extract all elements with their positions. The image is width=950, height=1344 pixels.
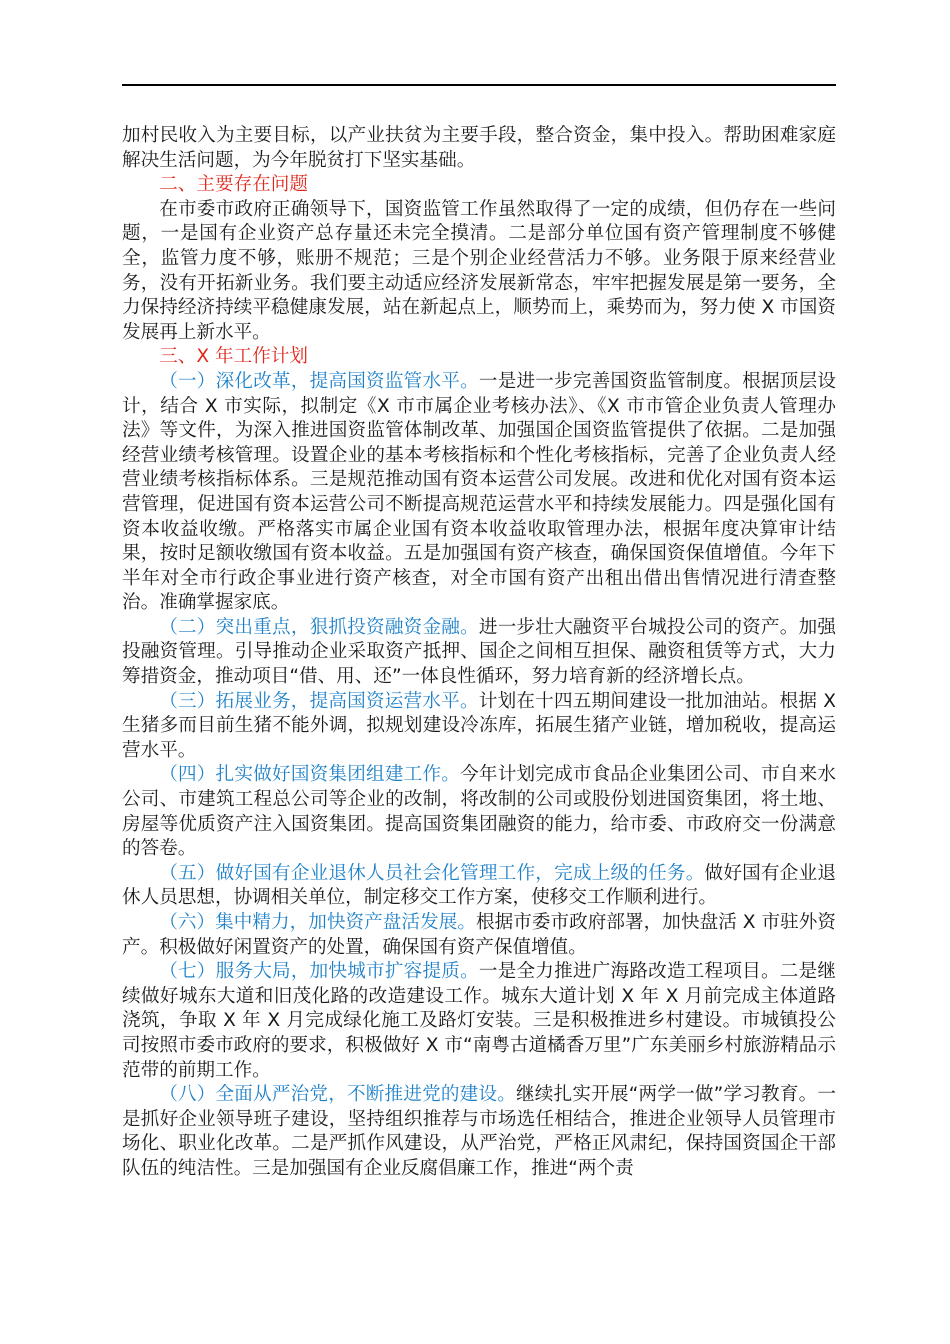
- plan-item-heading: （六）集中精力，加快资产盘活发展。: [159, 912, 476, 933]
- plan-item-4: [122, 763, 836, 861]
- plan-item-body: 进一步壮大融资平台城投公司的资产。加强投融资管理。引导推动企业采取资产抵押、国企之间相互担保、融资租赁等方式，大力筹措资金，推动项目“借、用、还”一体良性循环，努力培育新的经济增长点。: [122, 616, 836, 688]
- plan-item-2: [122, 616, 836, 690]
- plan-item-body: 根据市委市政府部署，加快盘活 X 市驻外资产。积极做好闲置资产的处置，确保国有资产保值增值。: [122, 912, 836, 958]
- paragraph-intro: 加村民收入为主要目标，以产业扶贫为主要手段，整合资金，集中投入。帮助困难家庭解决生活问题，为今年脱贫打下坚实基础。: [122, 125, 836, 171]
- section-heading-3: 三、X 年工作计划: [159, 346, 308, 368]
- plan-item-body: 一是全力推进广海路改造工程项目。二是继续做好城东大道和旧茂化路的改造建设工作。城东大道计划 X 年 X 月前完成主体道路浇筑，争取 X 年 X 月完成绿化施工及路灯安装。三是积极推进乡村建设。市城镇投公司按照市委市政府的要求，积极做好 X 市“南粤古道橘香万里”广东美丽乡村旅游精品示范带的前期工作。: [122, 961, 836, 1081]
- document-body: [122, 124, 836, 1182]
- plan-item-heading: （五）做好国有企业退休人员社会化管理工作，完成上级的任务。: [159, 862, 705, 884]
- plan-item-heading: （四）扎实做好国资集团组建工作。: [159, 764, 461, 786]
- header-rule: [122, 84, 836, 86]
- plan-item-3: [122, 690, 836, 764]
- plan-item-body: 今年计划完成市食品企业集团公司、市自来水公司、市建筑工程总公司等企业的改制，将改制的公司或股份划进国资集团，将土地、房屋等优质资产注入国资集团。提高国资集团融资的能力，给市委、市政府交一份满意的答卷。: [122, 764, 836, 860]
- section-heading-2: 二、主要存在问题: [159, 174, 308, 196]
- plan-item-8: [122, 1083, 836, 1181]
- plan-item-body: 继续扎实开展“两学一做”学习教育。一是抓好企业领导班子建设，坚持组织推荐与市场选任相结合，推进企业领导人员管理市场化、职业化改革。二是严抓作风建设，从严治党，严格正风肃纪，保持国资国企干部队伍的纯洁性。三是加强国有企业反腐倡廉工作，推进“两个责: [122, 1084, 836, 1179]
- paragraph-problems: 在市委市政府正确领导下，国资监管工作虽然取得了一定的成绩，但仍存在一些问题，一是国有企业资产总存量还未完全摸清。二是部分单位国有资产管理制度不够健全，监管力度不够，账册不规范；三是个别企业经营活力不够。业务限于原来经营业务，没有开拓新业务。我们要主动适应经济发展新常态，牢牢把握发展是第一要务，全力保持经济持续平稳健康发展，站在新起点上，顺势而上，乘势而为，努力使 X 市国资发展再上新水平。: [122, 198, 836, 343]
- plan-item-7: [122, 960, 836, 1083]
- plan-item-heading: （七）服务大局，加快城市扩容提质。: [159, 961, 479, 983]
- plan-item-heading: （二）突出重点，狠抓投资融资金融。: [159, 616, 479, 638]
- plan-item-body: 做好国有企业退休人员思想，协调相关单位，制定移交工作方案，使移交工作顺利进行。: [122, 862, 836, 909]
- plan-item-heading: （八）全面从严治党，不断推进党的建设。: [159, 1084, 517, 1106]
- plan-item-1: [122, 370, 836, 616]
- plan-item-heading: （一）深化改革，提高国资监管水平。: [159, 370, 479, 392]
- plan-item-5: [122, 862, 836, 911]
- plan-item-body: 一是进一步完善国资监管制度。根据顶层设计，结合 X 市实际，拟制定《X 市市属企业考核办法》、《X 市市管企业负责人管理办法》等文件，为深入推进国资监管体制改革、加强国企国资监管提供了依据。二是加强经营业绩考核管理。设置企业的基本考核指标和个性化考核指标，完善了企业负责人经营业绩考核指标体系。三是规范推动国有资本运营公司发展。改进和优化对国有资本运营管理，促进国有资本运营公司不断提高规范运营水平和持续发展能力。四是强化国有资本收益收缴。严格落实市属企业国有资本收益收取管理办法，根据年度决算审计结果，按时足额收缴国有资本收益。五是加强国有资产核查，确保国资保值增值。今年下半年对全市行政企事业进行资产核查，对全市国有资产出租出借出售情况进行清查整治。准确掌握家底。: [122, 370, 836, 614]
- plan-item-6: [122, 911, 836, 960]
- plan-item-heading: （三）拓展业务，提高国资运营水平。: [159, 690, 479, 712]
- plan-item-body: 计划在十四五期间建设一批加油站。根据 X 生猪多而目前生猪不能外调，拟规划建设冷冻库，拓展生猪产业链，增加税收，提高运营水平。: [122, 690, 836, 761]
